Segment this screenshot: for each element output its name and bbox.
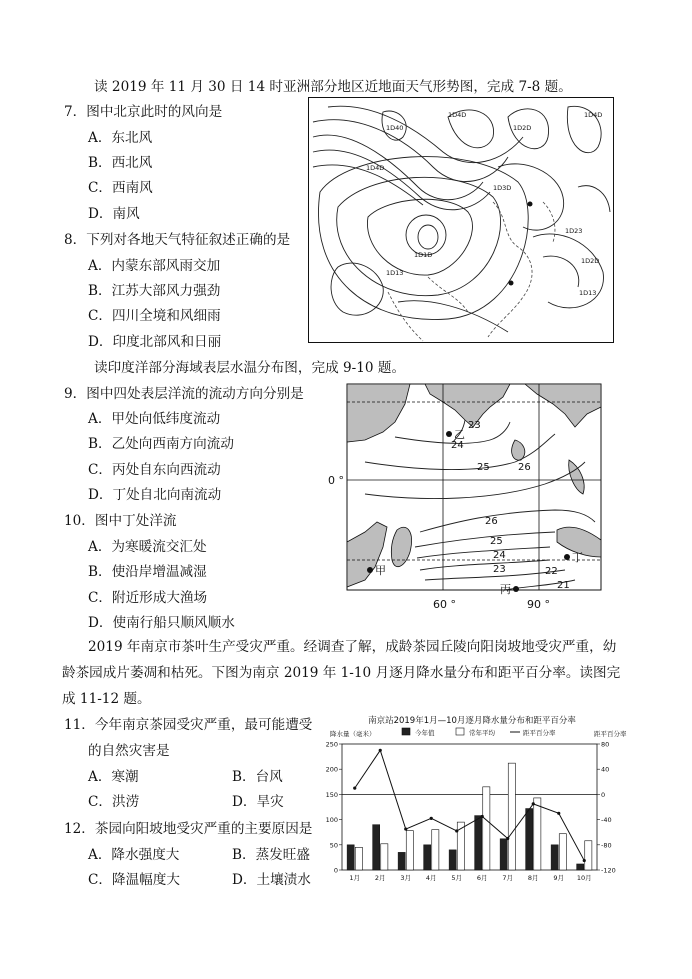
legend-label: 常年平均 [469,729,495,737]
isotherm-label: 25 [490,536,503,547]
bar-normal-average [508,763,515,870]
longitude-label-60: 60 ° [433,598,456,611]
isobar-label: 1D13 [386,269,404,277]
point-jia-marker [367,567,373,573]
q9-option-a[interactable]: A．甲处向低纬度流动 [88,411,221,427]
point-yi-marker [446,431,452,437]
bar-normal-average [355,847,362,870]
q8-option-b[interactable]: B．江苏大部风力强劲 [88,283,221,299]
point-anomaly-percent [455,829,458,832]
point-bing-label: 丙 [500,583,511,596]
intro-q11-12-line1: 2019 年南京市茶叶生产受灾严重。经调查了解，成龄茶园丘陵向阳岗坡地受灾严重，幼 [88,639,617,655]
isobar-label: 1D23 [565,227,583,235]
isobar-label: 1D2D [513,124,532,132]
isobar-label: 1D3D [493,184,512,192]
chart-right-tick-label: 0 [601,790,606,799]
q7-option-a[interactable]: A．东北风 [88,130,153,146]
chart-left-tick-label: 200 [325,765,338,774]
chart-right-tick-label: -80 [601,841,612,850]
chart-x-tick-label: 6月 [476,874,488,882]
isotherm-label: 25 [477,462,490,473]
precipitation-chart [322,712,627,890]
legend-swatch-this-year [402,728,410,735]
bar-this-year [475,816,482,870]
isobar-label: 1D4D [448,111,467,119]
isotherm-label: 24 [451,440,464,451]
bar-this-year [373,825,380,870]
isotherm-label: 22 [545,566,558,577]
bar-this-year [526,809,533,870]
isobar-label: 1D4D [366,164,385,172]
chart-x-tick-label: 10月 [576,874,592,882]
chart-title: 南京站2019年1月—10月逐月降水量分布和距平百分率 [368,716,576,726]
isotherm-label: 26 [518,462,531,473]
point-ding-label: 丁 [572,551,583,564]
q10-option-d[interactable]: D．使南行船只顺风顺水 [88,615,235,631]
q10-option-b[interactable]: B．使沿岸增温减湿 [88,564,207,580]
chart-left-tick-label: 250 [325,740,338,749]
chart-x-tick-label: 1月 [349,874,361,882]
bar-normal-average [534,798,541,870]
chart-x-tick-label: 2月 [374,874,386,882]
legend-label: 距平百分率 [523,729,556,737]
chart-left-tick-label: 50 [329,841,338,850]
chart-right-tick-label: -40 [601,816,612,825]
bar-normal-average [483,787,490,870]
point-anomaly-percent [506,837,509,840]
bar-normal-average [432,830,439,870]
intro-q7-8: 读 2019 年 11 月 30 日 14 时亚洲部分地区近地面天气形势图，完成 7-8 题。 [94,79,572,95]
q11-option-c[interactable]: C．洪涝 [88,794,140,810]
q12-option-c[interactable]: C．降温幅度大 [88,872,180,888]
q12-option-a[interactable]: A．降水强度大 [88,847,180,863]
bar-normal-average [585,841,592,870]
q8-option-d[interactable]: D．印度北部风和日丽 [88,334,222,350]
isobar-label: 1D40 [386,124,404,132]
point-jia-label: 甲 [375,564,386,577]
q11-stem-line2: 的自然灾害是 [88,743,170,759]
chart-plot-frame [342,744,597,870]
point-anomaly-percent [532,802,535,805]
point-anomaly-percent [353,787,356,790]
chart-left-tick-label: 150 [325,790,338,799]
q11-option-a[interactable]: A．寒潮 [88,769,139,785]
bar-this-year [347,845,354,870]
chart-x-tick-label: 8月 [527,874,539,882]
point-anomaly-percent [379,749,382,752]
intro-q11-12-line3: 成 11-12 题。 [62,691,151,707]
isotherm-label: 23 [493,564,506,575]
q7-option-b[interactable]: B．西北风 [88,155,153,171]
latitude-label: 0 ° [328,474,344,487]
q9-option-c[interactable]: C．丙处自东向西流动 [88,462,221,478]
bar-this-year [577,864,584,870]
bar-this-year [424,845,431,870]
chart-x-tick-label: 3月 [400,874,412,882]
bar-this-year [551,845,558,870]
chart-x-tick-label: 7月 [502,874,514,882]
chart-right-axis-label: 距平百分率 [594,730,627,738]
q12-option-b[interactable]: B．蒸发旺盛 [232,847,310,863]
chart-left-tick-label: 100 [325,816,338,825]
bar-normal-average [381,844,388,870]
isotherm-label: 26 [485,516,498,527]
chart-left-tick-label: 0 [333,866,338,875]
q8-stem: 8．下列对各地天气特征叙述正确的是 [64,232,291,248]
longitude-label-90: 90 ° [527,598,550,611]
q9-option-b[interactable]: B．乙处向西南方向流动 [88,436,234,452]
chart-right-tick-label: 80 [601,740,610,749]
weather-map [308,97,614,343]
q11-option-b[interactable]: B．台风 [232,769,283,785]
isobar-label: 1D13 [579,289,597,297]
q10-stem: 10．图中丁处洋流 [64,513,177,529]
q7-stem: 7．图中北京此时的风向是 [64,104,223,120]
legend-label: 今年值 [415,729,435,737]
q12-stem: 12．茶园向阳坡地受灾严重的主要原因是 [64,821,313,837]
bar-normal-average [457,822,464,870]
ocean-temperature-map [325,382,607,614]
q8-option-c[interactable]: C．四川全境和风细雨 [88,308,221,324]
point-anomaly-percent [557,812,560,815]
bar-normal-average [406,831,413,870]
q7-option-c[interactable]: C．西南风 [88,180,153,196]
isotherm-label: 23 [468,420,481,431]
point-yi-label: 乙 [454,428,465,441]
point-anomaly-percent [583,859,586,862]
bar-normal-average [559,834,566,870]
intro-q9-10: 读印度洋部分海域表层水温分布图，完成 9-10 题。 [94,360,406,376]
chart-x-tick-label: 4月 [425,874,437,882]
line-anomaly-percent [355,750,585,860]
point-bing-marker [513,586,519,592]
q11-stem-line1: 11．今年南京茶园受灾严重，最可能遭受 [64,717,313,733]
chart-right-tick-label: -120 [601,866,616,875]
intro-q11-12-line2: 龄茶园成片萎凋和枯死。下图为南京 2019 年 1-10 月逐月降水量分布和距平百分率。读图完 [62,665,621,681]
q7-option-d[interactable]: D．南风 [88,206,140,222]
q9-stem: 9．图中四处表层洋流的流动方向分别是 [64,386,304,402]
isobar-label: 1D4D [584,111,603,119]
point-anomaly-percent [404,827,407,830]
chart-left-axis-label: 降水量（毫米） [330,730,376,738]
isobar-label: 1D2D [581,257,600,265]
q9-option-d[interactable]: D．丁处自北向南流动 [88,487,222,503]
q10-option-a[interactable]: A．为寒暖流交汇处 [88,539,207,555]
legend-swatch-normal [456,728,464,735]
isotherm-label: 21 [557,580,570,591]
point-anomaly-percent [430,817,433,820]
isotherm-label: 24 [493,550,506,561]
bar-this-year [500,839,507,870]
chart-x-tick-label: 9月 [553,874,565,882]
q12-option-d[interactable]: D．土壤渍水 [232,872,311,888]
chart-x-tick-label: 5月 [451,874,463,882]
bar-this-year [449,850,456,870]
q11-option-d[interactable]: D．旱灾 [232,794,284,810]
q10-option-c[interactable]: C．附近形成大渔场 [88,590,208,606]
point-anomaly-percent [481,815,484,818]
isobar-label: 1D1D [414,251,433,259]
q8-option-a[interactable]: A．内蒙东部风雨交加 [88,258,221,274]
bar-this-year [398,852,405,870]
point-ding-marker [564,554,570,560]
chart-right-tick-label: 40 [601,765,610,774]
